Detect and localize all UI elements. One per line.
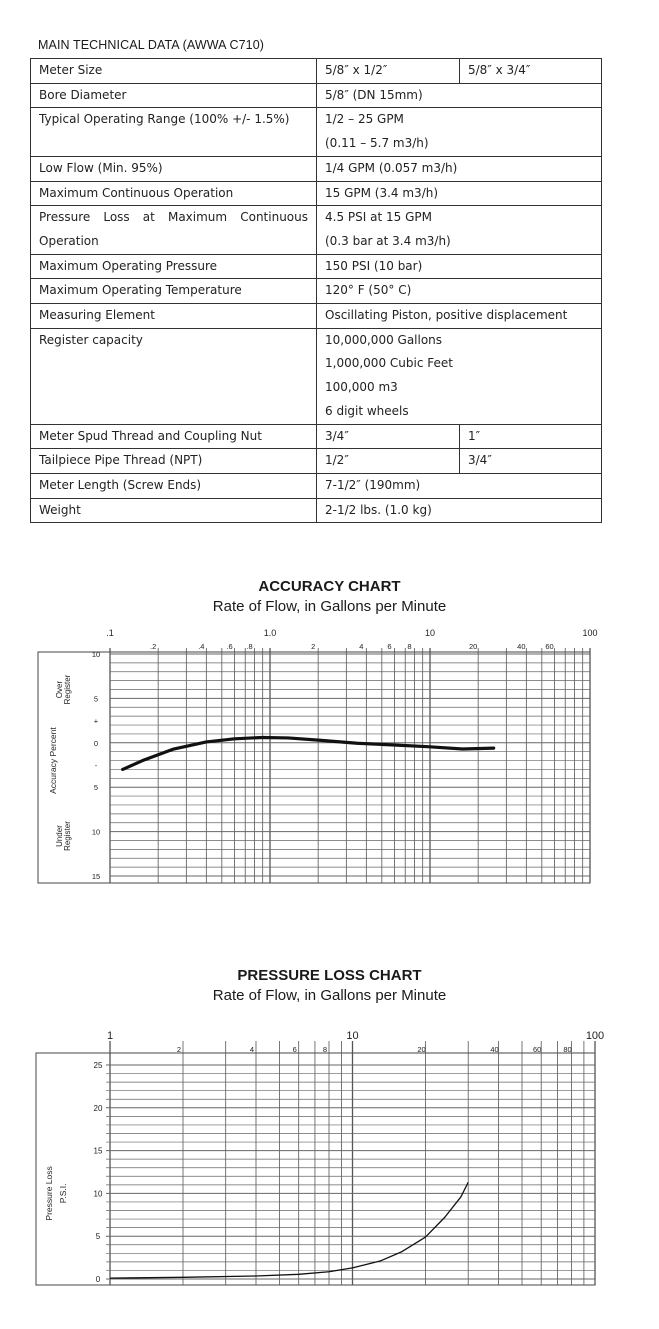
spec-row bbox=[31, 449, 602, 474]
y-tick-label: 5 bbox=[93, 783, 99, 793]
spec-label: Meter Length (Screw Ends) bbox=[31, 473, 317, 498]
x-tick-label: 10 bbox=[424, 628, 436, 638]
spec-value-line: 1,000,000 Cubic Feet bbox=[325, 356, 453, 371]
accuracy-curve bbox=[123, 737, 494, 769]
spec-value bbox=[317, 304, 602, 329]
spec-value-line: 7-1/2″ (190mm) bbox=[325, 477, 421, 492]
spec-label: Bore Diameter bbox=[31, 83, 317, 108]
spec-row bbox=[31, 206, 602, 254]
spec-row bbox=[31, 498, 602, 523]
spec-value bbox=[317, 156, 602, 181]
x-tick-label: 60 bbox=[545, 642, 554, 651]
spec-label: Meter Size bbox=[31, 59, 317, 84]
x-tick-label: 6 bbox=[292, 1045, 297, 1054]
spec-row bbox=[31, 156, 602, 181]
y-tick-label: 20 bbox=[93, 1103, 103, 1113]
spec-value-line: 4.5 PSI at 15 GPM bbox=[325, 210, 432, 225]
spec-label: Typical Operating Range (100% +/- 1.5%) bbox=[31, 108, 317, 156]
x-tick-label: 10 bbox=[346, 1030, 359, 1042]
accuracy-chart-heading bbox=[0, 578, 659, 615]
spec-value bbox=[317, 473, 602, 498]
spec-value bbox=[317, 328, 602, 424]
spec-value bbox=[317, 279, 602, 304]
spec-label: Measuring Element bbox=[31, 304, 317, 329]
y-tick-label: 10 bbox=[91, 827, 101, 837]
spec-value-line: 2-1/2 lbs. (1.0 kg) bbox=[325, 502, 432, 517]
x-tick-label: 1.0 bbox=[263, 628, 277, 638]
spec-row bbox=[31, 108, 602, 156]
accuracy-chart-title: ACCURACY CHART bbox=[258, 578, 401, 595]
y-tick-label: 10 bbox=[91, 650, 101, 659]
spec-row bbox=[31, 328, 602, 424]
spec-value: 5/8″ x 1/2″ bbox=[317, 59, 460, 84]
y-tick-label: - bbox=[94, 761, 98, 770]
spec-value bbox=[317, 181, 602, 206]
spec-table-title: MAIN TECHNICAL DATA (AWWA C710) bbox=[38, 38, 265, 52]
spec-value-line: 10,000,000 Gallons bbox=[325, 332, 443, 347]
side-label-line: Register bbox=[63, 821, 72, 851]
spec-value: 5/8″ x 3/4″ bbox=[460, 59, 602, 84]
spec-value-line: 1/4 GPM (0.057 m3/h) bbox=[325, 160, 458, 175]
x-tick-label: 100 bbox=[585, 1030, 605, 1042]
y-tick-label: 0 bbox=[93, 738, 99, 748]
y-axis-unit: P.S.I. bbox=[58, 1183, 68, 1204]
technical-data-table bbox=[30, 58, 602, 523]
spec-value-line: 120° F (50° C) bbox=[325, 283, 412, 298]
y-tick-label: 5 bbox=[93, 694, 99, 704]
spec-value bbox=[317, 254, 602, 279]
spec-row bbox=[31, 181, 602, 206]
x-tick-label: 8 bbox=[407, 642, 412, 651]
pressure-chart-heading bbox=[0, 967, 659, 1004]
x-tick-label: 6 bbox=[387, 642, 392, 651]
chart-frame bbox=[36, 1053, 595, 1285]
spec-value-line: 1/2 – 25 GPM bbox=[325, 112, 404, 127]
spec-row bbox=[31, 254, 602, 279]
x-tick-label: 2 bbox=[176, 1045, 182, 1054]
y-tick-label: 15 bbox=[93, 1146, 103, 1156]
spec-value-line: 100,000 m3 bbox=[325, 380, 398, 395]
y-tick-label: + bbox=[93, 716, 99, 726]
spec-label: Register capacity bbox=[31, 328, 317, 424]
spec-value-line: (0.11 – 5.7 m3/h) bbox=[325, 136, 429, 151]
x-tick-label: 8 bbox=[322, 1045, 328, 1054]
spec-label: Maximum Operating Pressure bbox=[31, 254, 317, 279]
x-tick-label: 2 bbox=[311, 642, 316, 651]
spec-row bbox=[31, 304, 602, 329]
spec-row bbox=[31, 279, 602, 304]
x-tick-label: 40 bbox=[517, 642, 526, 651]
x-tick-label: 80 bbox=[563, 1045, 572, 1054]
x-tick-label: 20 bbox=[468, 642, 478, 651]
x-tick-label: .1 bbox=[106, 628, 114, 638]
side-label-line: Under bbox=[55, 825, 64, 847]
y-axis-label: Accuracy Percent bbox=[48, 727, 58, 794]
y-tick-label: 5 bbox=[95, 1232, 101, 1242]
y-tick-label: 10 bbox=[93, 1189, 103, 1199]
x-tick-label: 4 bbox=[359, 642, 364, 651]
over-register-label bbox=[55, 674, 72, 704]
pressure-loss-curve bbox=[110, 1182, 468, 1278]
spec-value bbox=[317, 83, 602, 108]
spec-value-line: 6 digit wheels bbox=[325, 403, 409, 418]
side-label-line: Register bbox=[63, 674, 72, 705]
x-tick-label: .4 bbox=[198, 642, 205, 651]
x-tick-label: 100 bbox=[582, 628, 598, 638]
spec-label: Meter Spud Thread and Coupling Nut bbox=[31, 424, 317, 449]
x-tick-label: .2 bbox=[150, 642, 157, 651]
pressure-loss-chart bbox=[0, 1025, 659, 1305]
spec-value bbox=[317, 108, 602, 156]
spec-value: 3/4″ bbox=[460, 449, 602, 474]
spec-value bbox=[317, 206, 602, 254]
spec-label: Tailpiece Pipe Thread (NPT) bbox=[31, 449, 317, 474]
x-tick-label: 60 bbox=[533, 1045, 542, 1054]
x-tick-label: 1 bbox=[106, 1030, 114, 1042]
accuracy-chart-subtitle: Rate of Flow, in Gallons per Minute bbox=[212, 598, 447, 615]
spec-value-line: 150 PSI (10 bar) bbox=[325, 258, 423, 273]
spec-label: Low Flow (Min. 95%) bbox=[31, 156, 317, 181]
y-tick-label: 15 bbox=[91, 872, 101, 881]
under-register-label bbox=[55, 821, 72, 851]
chart-frame bbox=[38, 652, 590, 883]
spec-row bbox=[31, 59, 602, 84]
spec-value-line: 5/8″ (DN 15mm) bbox=[325, 87, 423, 102]
x-tick-label: .8 bbox=[246, 642, 253, 651]
spec-value bbox=[317, 498, 602, 523]
spec-row bbox=[31, 424, 602, 449]
x-tick-label: .6 bbox=[226, 642, 233, 651]
spec-value: 3/4″ bbox=[317, 424, 460, 449]
spec-row bbox=[31, 83, 602, 108]
spec-label: Maximum Continuous Operation bbox=[31, 181, 317, 206]
spec-value-line: (0.3 bar at 3.4 m3/h) bbox=[325, 233, 451, 248]
pressure-chart-title: PRESSURE LOSS CHART bbox=[237, 967, 422, 984]
y-axis-title bbox=[48, 727, 58, 794]
spec-row bbox=[31, 473, 602, 498]
spec-value-line: 15 GPM (3.4 m3/h) bbox=[325, 185, 439, 200]
side-label-line: Over bbox=[55, 680, 64, 699]
spec-label: Pressure Loss at Maximum Continuous Operation bbox=[31, 206, 317, 254]
spec-label: Maximum Operating Temperature bbox=[31, 279, 317, 304]
accuracy-chart bbox=[0, 620, 659, 900]
y-tick-label: 0 bbox=[95, 1275, 101, 1284]
x-tick-label: 4 bbox=[249, 1045, 255, 1054]
spec-label: Weight bbox=[31, 498, 317, 523]
y-axis-title bbox=[44, 1166, 68, 1220]
spec-value: 1″ bbox=[460, 424, 602, 449]
spec-value: 1/2″ bbox=[317, 449, 460, 474]
y-axis-label: Pressure Loss bbox=[44, 1166, 54, 1221]
pressure-chart-subtitle: Rate of Flow, in Gallons per Minute bbox=[212, 987, 447, 1004]
spec-value-line: Oscillating Piston, positive displacement bbox=[325, 308, 568, 323]
x-tick-label: 40 bbox=[490, 1045, 499, 1054]
y-tick-label: 25 bbox=[93, 1061, 103, 1070]
x-tick-label: 20 bbox=[417, 1045, 426, 1054]
